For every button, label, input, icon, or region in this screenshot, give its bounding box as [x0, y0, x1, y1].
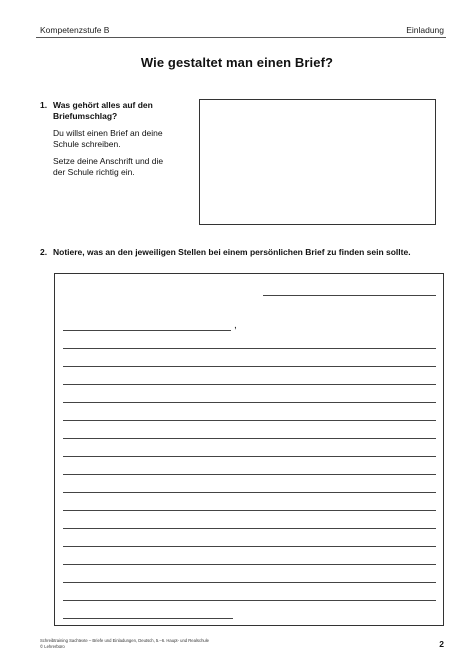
task-1-paragraph-2-line-2: der Schule richtig ein. — [53, 167, 135, 177]
writing-line[interactable] — [63, 528, 436, 529]
footer-line-1: Schreibtraining Sachtexte – Briefe und Einladungen, Deutsch, 5.–6. Haupt- und Realschule — [40, 638, 210, 643]
page-title: Wie gestaltet man einen Brief? — [140, 55, 334, 70]
writing-line[interactable] — [63, 492, 436, 493]
date-line[interactable] — [263, 295, 436, 296]
signature-line[interactable] — [63, 618, 233, 619]
task-2 — [40, 247, 411, 257]
writing-line[interactable] — [63, 456, 436, 457]
writing-line[interactable] — [63, 402, 436, 403]
task-2-number: 2. — [40, 247, 48, 257]
writing-line[interactable] — [63, 564, 436, 565]
task-1-paragraph-1-line-1: Du willst einen Brief an deine — [53, 128, 163, 138]
page-number: 2 — [439, 639, 444, 649]
footer-note — [40, 638, 209, 649]
task-1-paragraph-2 — [53, 156, 190, 178]
writing-line[interactable] — [63, 438, 436, 439]
writing-line[interactable] — [63, 420, 436, 421]
task-1 — [40, 100, 190, 178]
task-2-instruction: Notiere, was an den jeweiligen Stellen bei einem persönlichen Brief zu finden sein sollte. — [53, 247, 411, 257]
task-1-paragraph-2-line-1: Setze deine Anschrift und die — [53, 156, 164, 166]
writing-line[interactable] — [63, 474, 436, 475]
header-section-label: Kompetenzstufe B — [40, 25, 110, 35]
envelope-answer-box[interactable] — [199, 99, 436, 225]
writing-line[interactable] — [63, 366, 436, 367]
writing-line[interactable] — [63, 600, 436, 601]
header-divider — [36, 37, 446, 38]
salutation-comma: , — [234, 320, 237, 331]
task-1-number: 1. — [40, 100, 48, 110]
task-1-question-line-1: Was gehört alles auf den — [53, 100, 153, 110]
writing-line[interactable] — [63, 546, 436, 547]
footer-line-2: © Lehrerbüro — [40, 643, 65, 649]
task-1-question — [53, 100, 190, 122]
writing-line[interactable] — [63, 348, 436, 349]
letter-template-frame — [54, 273, 444, 626]
task-1-paragraph-1 — [53, 128, 190, 150]
writing-line[interactable] — [63, 384, 436, 385]
salutation-line[interactable] — [63, 330, 231, 331]
task-1-question-line-2: Briefumschlag? — [53, 111, 118, 121]
writing-line[interactable] — [63, 510, 436, 511]
writing-line[interactable] — [63, 582, 436, 583]
header-topic-label: Einladung — [406, 25, 444, 35]
task-1-paragraph-1-line-2: Schule schreiben. — [53, 139, 121, 149]
